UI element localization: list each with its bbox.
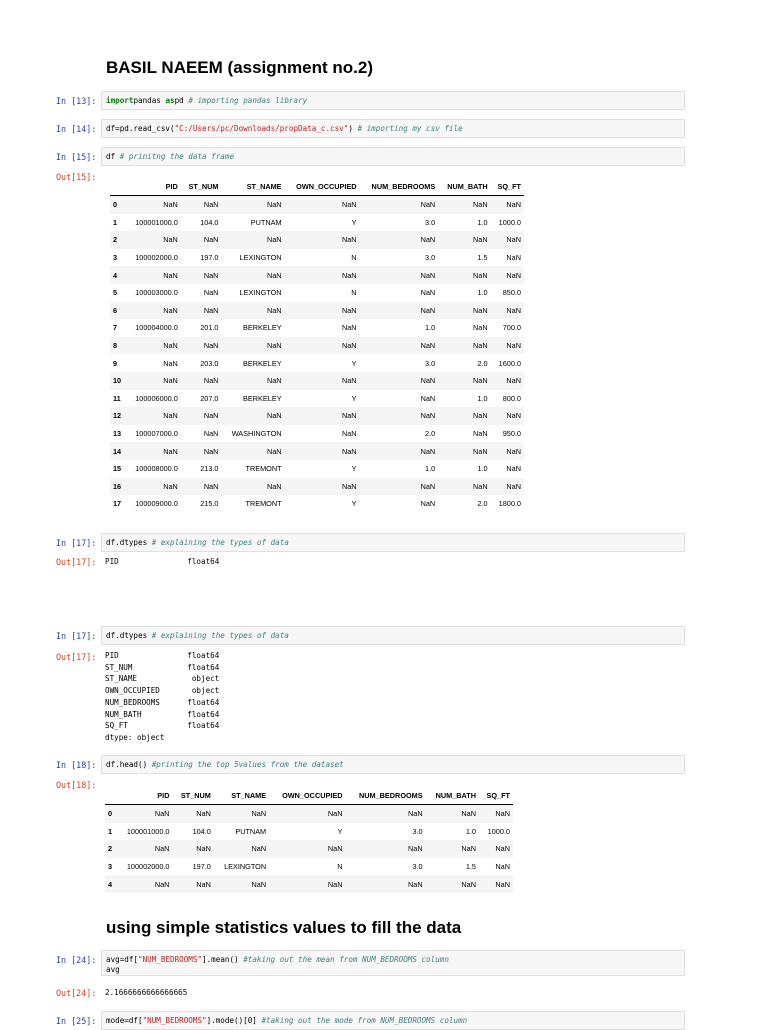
column-header: ST_NAME	[221, 178, 284, 196]
table-cell: NaN	[491, 337, 524, 355]
column-header: ST_NUM	[172, 787, 213, 805]
table-cell: 100003000.0	[135, 288, 178, 298]
table-row	[110, 372, 524, 390]
table-cell: NaN	[181, 442, 222, 460]
row-index: 1	[113, 217, 118, 227]
table-cell: BERKELEY	[243, 358, 282, 368]
cell-prompt: In [15]:	[56, 152, 97, 162]
table-cell: BERKELEY	[243, 393, 282, 403]
table-cell: 3.0	[412, 826, 423, 836]
table-cell: NaN	[346, 875, 426, 893]
table-cell: NaN	[491, 442, 524, 460]
table-cell: NaN	[360, 442, 439, 460]
code-token: df.dtypes	[106, 631, 152, 640]
table-cell: 3.0	[425, 217, 436, 227]
table-cell: NaN	[420, 499, 436, 509]
table-cell: 213.0	[200, 464, 219, 474]
code-token: # prinitng the data frame	[119, 152, 235, 161]
table-cell: 100004000.0	[135, 323, 178, 333]
table-cell: 1.0	[477, 393, 488, 403]
row-index: 13	[113, 429, 122, 439]
table-cell: 2.0	[425, 429, 436, 439]
code-cell[interactable]	[101, 1011, 685, 1030]
table-cell: NaN	[181, 337, 222, 355]
dtypes-output: PID float64	[105, 557, 220, 566]
table-row	[110, 354, 524, 372]
table-cell: 3.0	[425, 358, 436, 368]
row-index: 9	[113, 358, 118, 368]
row-index: 6	[110, 302, 126, 320]
table-row	[105, 805, 513, 823]
row-index: 3	[108, 862, 113, 872]
table-cell: NaN	[438, 407, 490, 425]
table-cell: NaN	[221, 266, 284, 284]
code-token: # importing my csv file	[357, 124, 463, 133]
table-cell: NaN	[479, 805, 513, 823]
cell-prompt: In [25]:	[56, 1016, 97, 1026]
row-index: 0	[105, 805, 117, 823]
table-cell: NaN	[181, 478, 222, 496]
row-index: 16	[110, 478, 126, 496]
column-header	[105, 787, 117, 805]
table-row	[110, 319, 524, 337]
table-cell: LEXINGTON	[239, 253, 282, 263]
table-cell: NaN	[285, 442, 360, 460]
column-header: ST_NUM	[181, 178, 222, 196]
table-cell: NaN	[221, 302, 284, 320]
table-cell: 950.0	[502, 429, 521, 439]
table-cell: 1.5	[477, 253, 488, 263]
table-cell: NaN	[221, 337, 284, 355]
code-token: ].mode()[0]	[206, 1016, 262, 1025]
table-cell: NaN	[172, 875, 213, 893]
code-token: "C:/Users/pc/Downloads/propData_c.csv"	[174, 124, 349, 133]
column-header: NUM_BATH	[426, 787, 479, 805]
table-row	[110, 231, 524, 249]
table-cell: 201.0	[200, 323, 219, 333]
table-cell: NaN	[181, 231, 222, 249]
table-cell: 100002000.0	[126, 862, 170, 872]
code-cell[interactable]	[101, 755, 685, 774]
table-row	[110, 495, 524, 513]
table-cell: 850.0	[502, 288, 521, 298]
table-cell: NaN	[495, 862, 510, 872]
table-cell: NaN	[438, 231, 490, 249]
table-row	[110, 407, 524, 425]
code-token: #taking out the mode from NUM_BEDROOMS column	[261, 1016, 468, 1025]
column-header: NUM_BEDROOMS	[360, 178, 439, 196]
column-header: SQ_FT	[491, 178, 524, 196]
table-cell: NaN	[479, 875, 513, 893]
column-header	[110, 178, 126, 196]
table-cell: NaN	[126, 337, 181, 355]
table-row	[110, 284, 524, 302]
table-cell: Y	[351, 393, 357, 403]
table-cell: NaN	[172, 840, 213, 858]
table-cell: 203.0	[200, 358, 219, 368]
table-cell: 2.0	[477, 358, 488, 368]
table-cell: N	[351, 253, 357, 263]
table-header-row	[110, 178, 524, 196]
page-title: BASIL NAEEM (assignment no.2)	[106, 58, 373, 77]
table-cell: 1.0	[477, 217, 488, 227]
table-cell: 1.0	[477, 288, 488, 298]
table-cell: NaN	[438, 196, 490, 214]
table-cell: NaN	[346, 805, 426, 823]
output-prompt: Out[17]:	[56, 557, 97, 567]
code-token: as	[165, 96, 175, 105]
table-cell: 104.0	[192, 826, 211, 836]
table-cell: NaN	[438, 372, 490, 390]
table-cell: NaN	[181, 372, 222, 390]
code-token: #taking out the mean from NUM_BEDROOMS column	[243, 955, 449, 964]
table-row	[110, 249, 524, 267]
table-cell: NaN	[438, 266, 490, 284]
table-cell: 1.0	[425, 323, 436, 333]
table-cell: NaN	[360, 372, 439, 390]
table-cell: 197.0	[200, 253, 219, 263]
table-cell: NaN	[506, 253, 521, 263]
table-cell: NaN	[181, 407, 222, 425]
table-cell: 1.5	[465, 862, 476, 872]
table-cell: 3.0	[412, 862, 423, 872]
table-cell: NaN	[491, 407, 524, 425]
output-prompt: Out[24]:	[56, 988, 97, 998]
table-row	[110, 337, 524, 355]
cell-prompt: In [24]:	[56, 955, 97, 965]
table-cell: NaN	[285, 407, 360, 425]
table-cell: Y	[351, 499, 357, 509]
table-cell: NaN	[285, 478, 360, 496]
table-row	[105, 858, 513, 876]
table-cell: Y	[337, 826, 343, 836]
table-cell: 1000.0	[487, 826, 510, 836]
column-header: NUM_BATH	[438, 178, 490, 196]
table-cell: NaN	[438, 442, 490, 460]
table-cell: WASHINGTON	[231, 429, 282, 439]
table-row	[110, 442, 524, 460]
table-cell: NaN	[341, 323, 357, 333]
code-token: df=pd.read_csv(	[106, 124, 175, 133]
table-cell: PUTNAM	[235, 826, 267, 836]
table-cell: NaN	[360, 337, 439, 355]
table-cell: NaN	[285, 337, 360, 355]
mean-output: 2.1666666666666665	[105, 988, 188, 997]
table-cell: NaN	[360, 231, 439, 249]
table-cell: NaN	[126, 302, 181, 320]
table-row	[105, 823, 513, 841]
table-cell: 1600.0	[498, 358, 521, 368]
cell-prompt: In [17]:	[56, 538, 97, 548]
cell-prompt: In [13]:	[56, 96, 97, 106]
table-row	[110, 266, 524, 284]
code-token: "NUM_BEDROOMS"	[142, 1016, 207, 1025]
cell-prompt: In [14]:	[56, 124, 97, 134]
table-row	[110, 390, 524, 408]
table-cell: LEXINGTON	[239, 288, 282, 298]
table-cell: TREMONT	[245, 464, 282, 474]
table-cell: NaN	[269, 875, 345, 893]
table-cell: NaN	[360, 266, 439, 284]
table-row	[105, 875, 513, 893]
row-index: 10	[110, 372, 126, 390]
column-header: ST_NAME	[214, 787, 269, 805]
column-header: PID	[126, 178, 181, 196]
table-cell: NaN	[491, 231, 524, 249]
code-token: # explaining the types of data	[151, 631, 289, 640]
code-token: mode=df[	[106, 1016, 143, 1025]
code-token: )	[348, 124, 358, 133]
table-cell: NaN	[172, 805, 213, 823]
row-index: 12	[110, 407, 126, 425]
table-cell: NaN	[221, 196, 284, 214]
row-index: 15	[113, 464, 122, 474]
row-index: 5	[113, 288, 118, 298]
table-cell: NaN	[285, 302, 360, 320]
table-cell: 1.0	[465, 826, 476, 836]
table-cell: NaN	[491, 266, 524, 284]
table-cell: N	[337, 862, 343, 872]
table-cell: NaN	[126, 231, 181, 249]
table-row	[110, 425, 524, 443]
table-cell: NaN	[420, 288, 436, 298]
row-index: 7	[113, 323, 118, 333]
code-token: df	[106, 152, 120, 161]
table-cell: NaN	[214, 875, 269, 893]
row-index: 17	[113, 499, 122, 509]
column-header: NUM_BEDROOMS	[346, 787, 426, 805]
table-cell: 100001000.0	[126, 826, 170, 836]
table-cell: 1.0	[425, 464, 436, 474]
table-cell: 3.0	[425, 253, 436, 263]
table-row	[110, 460, 524, 478]
head-table	[105, 787, 513, 893]
table-cell: 1000.0	[498, 217, 521, 227]
code-token: df.head()	[106, 760, 152, 769]
code-token: pandas	[133, 96, 166, 105]
table-cell: NaN	[117, 805, 173, 823]
table-cell: BERKELEY	[243, 323, 282, 333]
table-row	[110, 196, 524, 214]
table-cell: Y	[351, 464, 357, 474]
output-prompt: Out[18]:	[56, 780, 97, 790]
code-token: # explaining the types of data	[151, 538, 289, 547]
code-token: avg=df[	[106, 955, 139, 964]
table-cell: NaN	[214, 840, 269, 858]
table-cell: NaN	[285, 372, 360, 390]
table-cell: NaN	[285, 196, 360, 214]
table-cell: 100001000.0	[135, 217, 178, 227]
code-token: "NUM_BEDROOMS"	[138, 955, 203, 964]
code-cell[interactable]	[101, 533, 685, 552]
table-cell: PUTNAM	[250, 217, 282, 227]
table-cell: NaN	[360, 407, 439, 425]
table-cell: 100002000.0	[135, 253, 178, 263]
cell-prompt: In [17]:	[56, 631, 97, 641]
code-token: pd	[174, 96, 189, 105]
table-cell: NaN	[346, 840, 426, 858]
row-index: 3	[113, 253, 118, 263]
table-cell: NaN	[426, 840, 479, 858]
table-cell: NaN	[491, 372, 524, 390]
row-index: 11	[113, 393, 121, 403]
table-cell: Y	[351, 358, 357, 368]
code-token: avg	[106, 965, 120, 974]
table-cell: 104.0	[200, 217, 219, 227]
column-header: OWN_OCCUPIED	[285, 178, 360, 196]
row-index: 4	[105, 875, 117, 893]
table-row	[110, 478, 524, 496]
table-cell: NaN	[221, 478, 284, 496]
table-cell: 1.0	[477, 464, 488, 474]
code-token: # importing pandas library	[188, 96, 308, 105]
table-cell: NaN	[269, 840, 345, 858]
table-cell: NaN	[438, 337, 490, 355]
code-token: df.dtypes	[106, 538, 152, 547]
table-cell: 100006000.0	[135, 393, 178, 403]
column-header: PID	[117, 787, 173, 805]
row-index: 1	[108, 826, 113, 836]
table-cell: NaN	[181, 266, 222, 284]
table-cell: 800.0	[502, 393, 521, 403]
code-cell[interactable]	[101, 147, 685, 166]
table-cell: NaN	[341, 429, 357, 439]
table-cell: NaN	[117, 875, 173, 893]
table-cell: NaN	[126, 196, 181, 214]
table-cell: NaN	[491, 196, 524, 214]
table-cell: 1800.0	[498, 499, 521, 509]
table-cell: N	[351, 288, 357, 298]
table-cell: NaN	[117, 840, 173, 858]
output-prompt: Out[17]:	[56, 652, 97, 662]
row-index: 8	[110, 337, 126, 355]
table-cell: NaN	[181, 196, 222, 214]
table-cell: 100007000.0	[135, 429, 178, 439]
row-index: 14	[110, 442, 126, 460]
table-cell: LEXINGTON	[224, 862, 267, 872]
code-token: #printing the top 5values from the dataset	[151, 760, 344, 769]
table-cell: 700.0	[502, 323, 521, 333]
code-cell[interactable]	[101, 91, 685, 110]
table-cell: 197.0	[192, 862, 211, 872]
table-cell: NaN	[203, 429, 219, 439]
code-cell[interactable]	[101, 119, 685, 138]
cell-prompt: In [18]:	[56, 760, 97, 770]
section-title: using simple statistics values to fill the data	[106, 918, 462, 937]
table-cell: NaN	[479, 840, 513, 858]
table-cell: NaN	[360, 478, 439, 496]
table-cell: NaN	[203, 288, 219, 298]
table-cell: 207.0	[200, 393, 219, 403]
table-cell: NaN	[491, 478, 524, 496]
dtypes-output: PID float64 ST_NUM float64 ST_NAME object OWN_OCCUPIED object NUM_BEDROOMS float64 NUM_BATH float64 SQ_FT float64 dtype: object	[105, 651, 220, 742]
table-cell: NaN	[491, 302, 524, 320]
table-cell: NaN	[221, 231, 284, 249]
table-cell: NaN	[506, 464, 521, 474]
table-cell: NaN	[420, 393, 436, 403]
table-cell: NaN	[221, 407, 284, 425]
code-cell[interactable]	[101, 626, 685, 645]
table-cell: NaN	[181, 302, 222, 320]
table-cell: 2.0	[477, 499, 488, 509]
table-cell: 100008000.0	[135, 464, 178, 474]
row-index: 0	[110, 196, 126, 214]
row-index: 2	[105, 840, 117, 858]
column-header: OWN_OCCUPIED	[269, 787, 345, 805]
table-cell: NaN	[360, 196, 439, 214]
table-cell: NaN	[285, 266, 360, 284]
table-cell: NaN	[126, 266, 181, 284]
code-token: ].mean()	[202, 955, 244, 964]
table-cell: NaN	[360, 302, 439, 320]
table-cell: NaN	[126, 442, 181, 460]
dataframe-table	[110, 178, 524, 513]
table-row	[105, 840, 513, 858]
row-index: 4	[110, 266, 126, 284]
table-cell: NaN	[426, 805, 479, 823]
table-cell: NaN	[285, 231, 360, 249]
code-token: import	[106, 96, 134, 105]
code-cell[interactable]	[101, 950, 685, 976]
table-cell: NaN	[426, 875, 479, 893]
table-cell: NaN	[126, 407, 181, 425]
table-cell: NaN	[163, 358, 178, 368]
table-cell: NaN	[269, 805, 345, 823]
table-cell: NaN	[438, 478, 490, 496]
table-header-row	[105, 787, 513, 805]
output-prompt: Out[15]:	[56, 172, 97, 182]
table-cell: NaN	[126, 372, 181, 390]
table-cell: NaN	[473, 323, 488, 333]
table-cell: TREMONT	[245, 499, 282, 509]
table-cell: NaN	[473, 429, 488, 439]
table-cell: 215.0	[200, 499, 219, 509]
table-row	[110, 214, 524, 232]
table-cell: NaN	[438, 302, 490, 320]
row-index: 2	[110, 231, 126, 249]
table-row	[110, 302, 524, 320]
table-cell: NaN	[221, 372, 284, 390]
column-header: SQ_FT	[479, 787, 513, 805]
table-cell: Y	[351, 217, 357, 227]
table-cell: 100009000.0	[135, 499, 178, 509]
table-cell: NaN	[126, 478, 181, 496]
table-cell: NaN	[214, 805, 269, 823]
table-cell: NaN	[221, 442, 284, 460]
